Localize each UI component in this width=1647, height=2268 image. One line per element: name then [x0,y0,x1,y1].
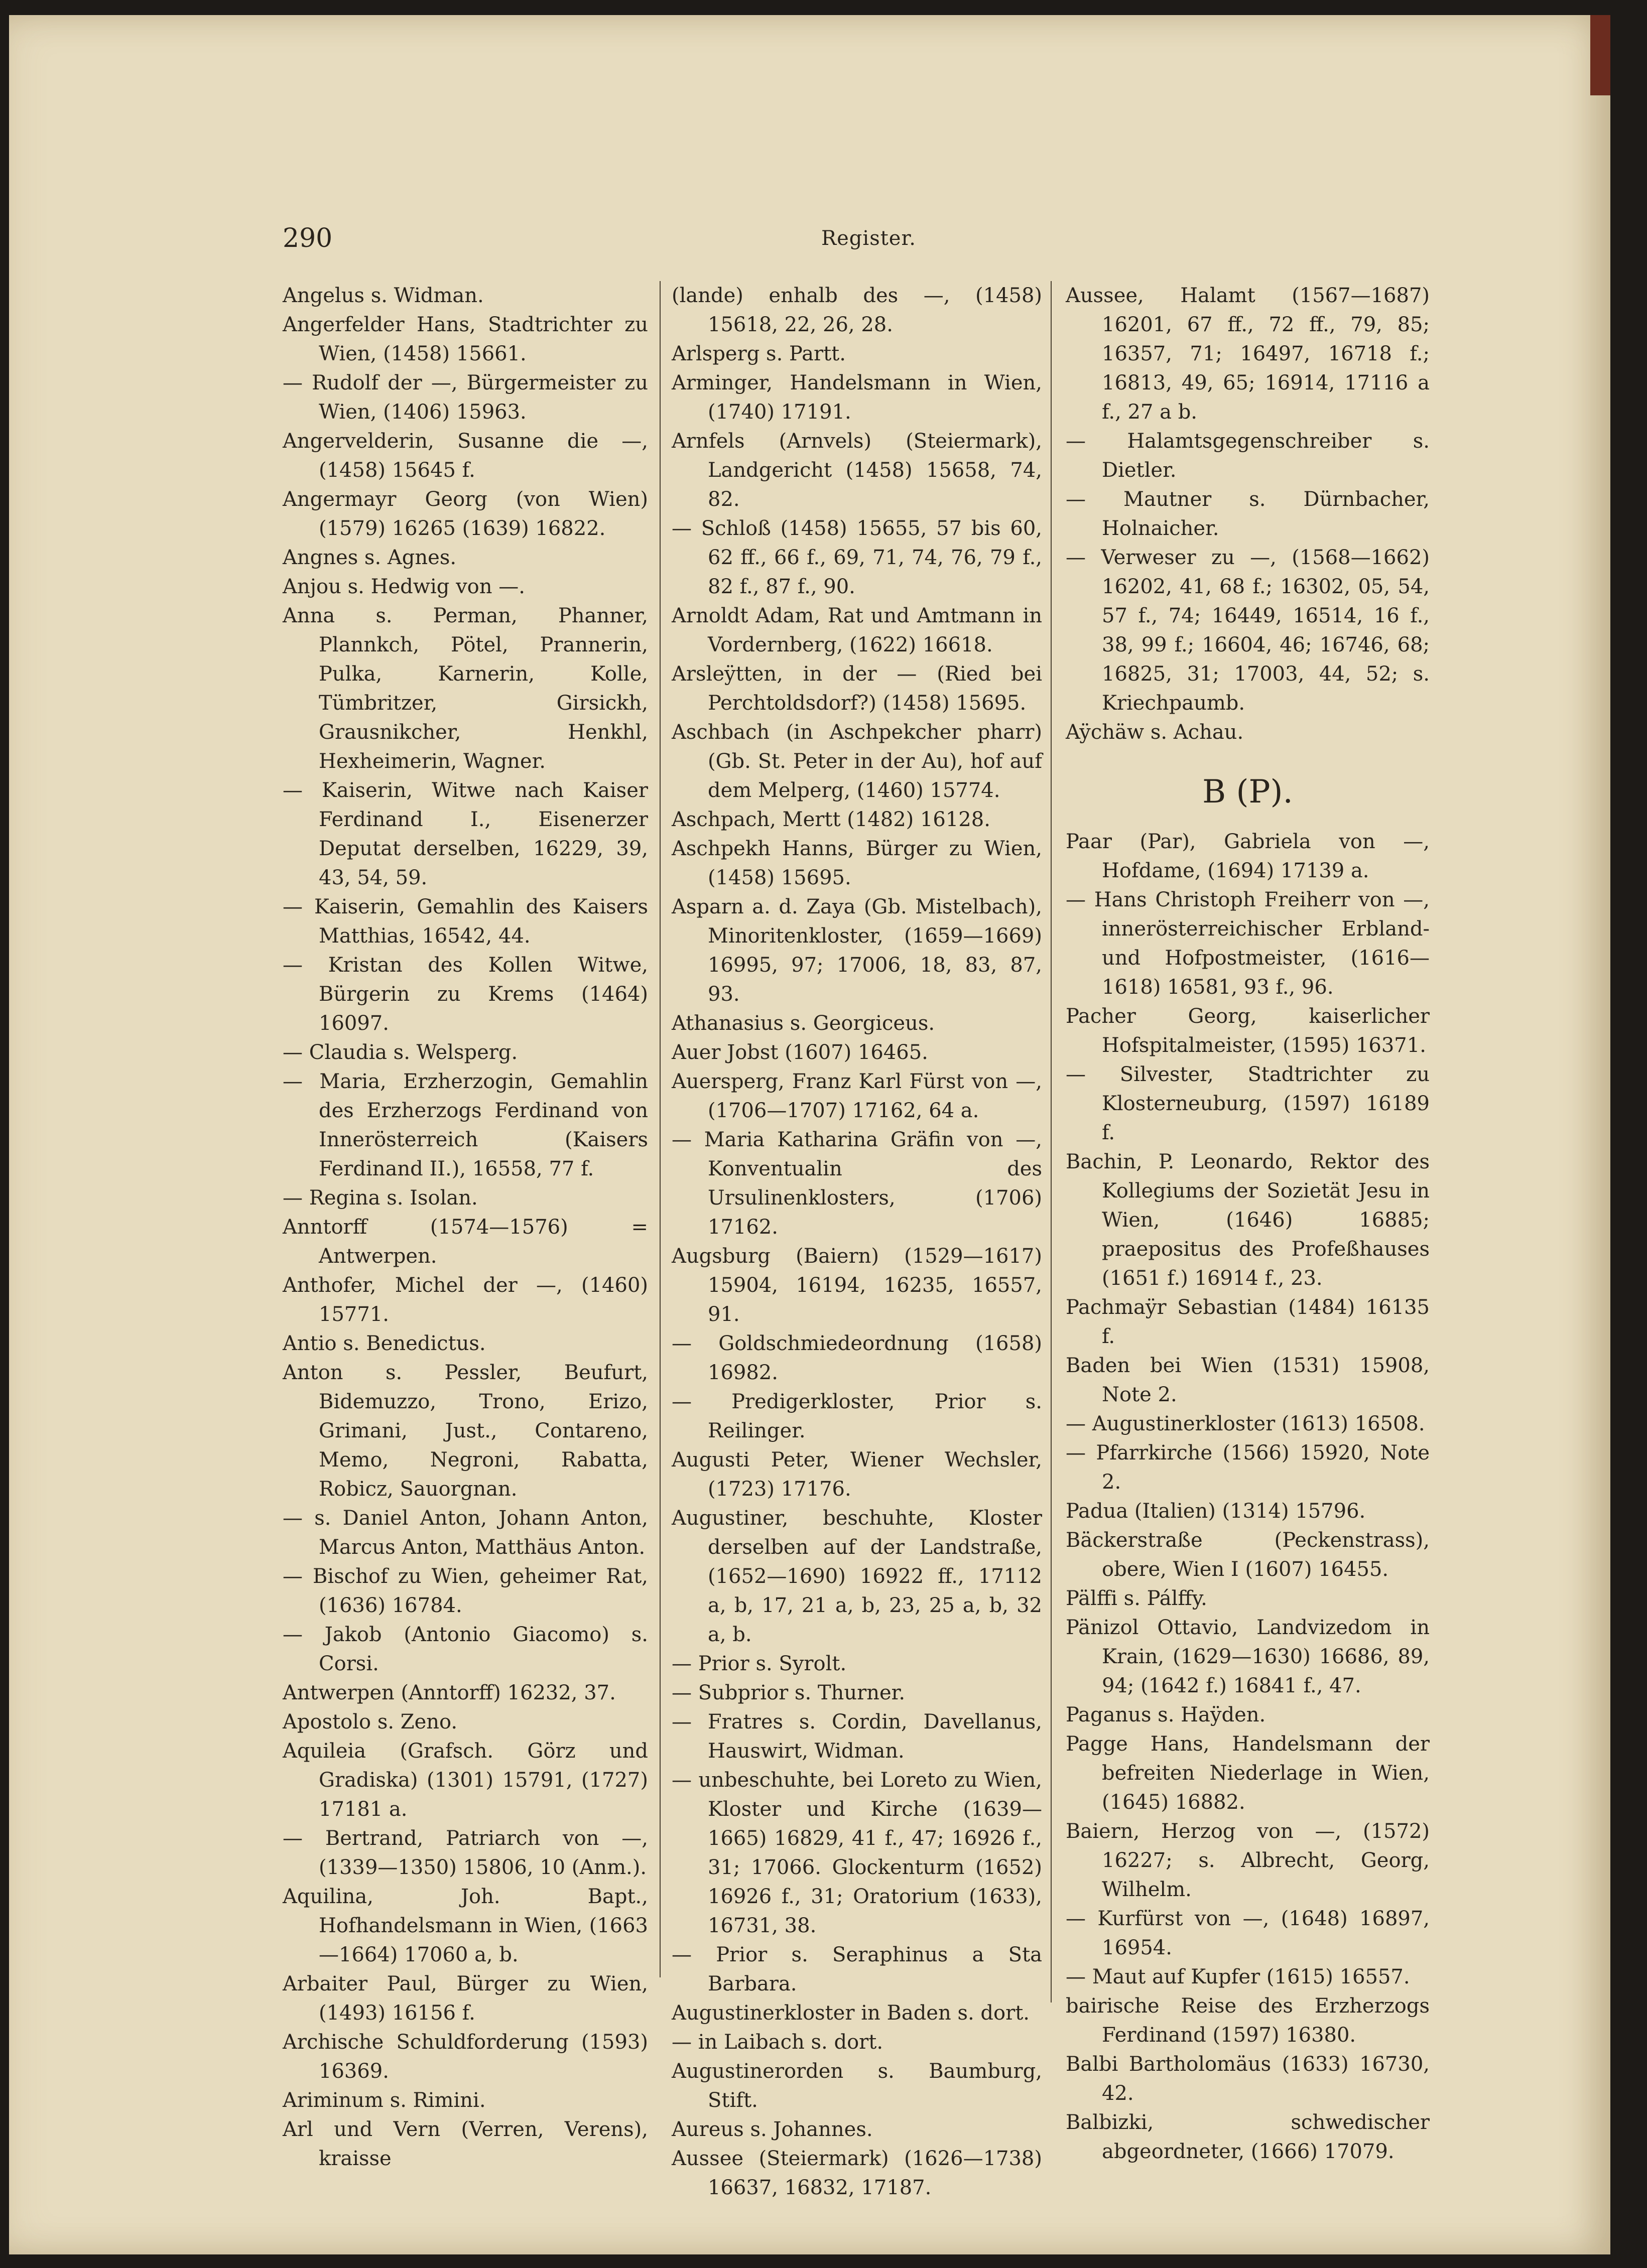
index-entry: Angervelderin, Susanne die —, (1458) 15645 f. [283,430,648,482]
index-entry: Augusti Peter, Wiener Wechsler, (1723) 17176. [672,1448,1042,1501]
index-entry: — Halamtsgegenschreiber s. Dietler. [1066,430,1430,482]
index-entry: Asparn a. d. Zaya (Gb. Mistelbach), Minoritenkloster, (1659—1669) 16995, 97; 17006, 18, 83, 87, 93. [672,895,1042,1006]
index-entry: Pachmaÿr Sebastian (1484) 16135 f. [1066,1296,1430,1348]
index-entry: Angerfelder Hans, Stadtrichter zu Wien, (1458) 15661. [283,313,648,365]
index-entry: Anjou s. Hedwig von —. [283,575,525,598]
index-entry: — Predigerkloster, Prior s. Reilinger. [672,1390,1042,1442]
index-entry: Paar (Par), Gabriela von —, Hofdame, (1694) 17139 a. [1066,830,1430,882]
index-entry: bairische Reise des Erzherzogs Ferdinand (1597) 16380. [1066,1994,1430,2047]
index-entry: — Fratres s. Cordin, Davellanus, Hauswirt, Widman. [672,1710,1042,1763]
index-column-1 [283,281,648,2173]
index-entry: Angnes s. Agnes. [283,546,457,569]
index-page [9,15,1610,2254]
index-entry: Auer Jobst (1607) 16465. [672,1041,928,1064]
index-entry: — Prior s. Seraphinus a Sta Barbara. [672,1943,1042,1995]
index-entry: Antwerpen (Anntorff) 16232, 37. [283,1681,616,1704]
index-entry: Bäckerstraße (Peckenstrass), obere, Wien I (1607) 16455. [1066,1529,1430,1581]
book-spine-edge [1590,15,1610,95]
index-entry: — Rudolf der —, Bürgermeister zu Wien, (1406) 15963. [283,371,648,424]
index-entry: — in Laibach s. dort. [672,2031,883,2054]
index-entry: Augustinerkloster in Baden s. dort. [672,2002,1030,2025]
index-entry: Anna s. Perman, Phanner, Plannkch, Pötel, Prannerin, Pulka, Karnerin, Kolle, Tümbritzer, Girsickh, Grausnikcher, Henkhl, Hexheimerin, Wagner. [283,604,648,773]
index-entry: — unbeschuhte, bei Loreto zu Wien, Kloster und Kirche (1639—1665) 16829, 41 f., 47; 16926 f., 31; 17066. Glockenturm (1652) 16926 f., 31; Oratorium (1633), 16731, 38. [672,1769,1042,1937]
index-entry: Padua (Italien) (1314) 15796. [1066,1500,1366,1523]
index-entry: Arminger, Handelsmann in Wien, (1740) 17191. [672,371,1042,424]
index-entry: — Bischof zu Wien, geheimer Rat, (1636) 16784. [283,1565,648,1617]
index-entry: — Jakob (Antonio Giacomo) s. Corsi. [283,1623,648,1675]
index-entry: — Maria, Erzherzogin, Gemahlin des Erzherzogs Ferdinand von Innerösterreich (Kaisers Ferdinand II.), 16558, 77 f. [283,1070,648,1180]
index-entry: Arnfels (Arnvels) (Steiermark), Landgericht (1458) 15658, 74, 82. [672,430,1042,511]
index-column-3 [1066,281,1430,2166]
index-column-2 [672,281,1042,2202]
index-entry: Ariminum s. Rimini. [283,2089,486,2112]
index-entry: Aussee, Halamt (1567—1687) 16201, 67 ff., 72 ff., 79, 85; 16357, 71; 16497, 16718 f.; 16813, 49, 65; 16914, 17116 a f., 27 a b. [1066,284,1430,424]
index-entry: — s. Daniel Anton, Johann Anton, Marcus Anton, Matthäus Anton. [283,1507,648,1559]
index-entry: Aÿchäw s. Achau. [1066,721,1244,744]
index-entry: Pälffi s. Pálffy. [1066,1587,1207,1610]
index-entry: — Mautner s. Dürnbacher, Holnaicher. [1066,488,1430,540]
index-entry: — Subprior s. Thurner. [672,1681,906,1704]
index-entry: Aschpach, Mertt (1482) 16128. [672,808,990,831]
index-entry: Baiern, Herzog von —, (1572) 16227; s. Albrecht, Georg, Wilhelm. [1066,1820,1430,1901]
index-entry: Arlsperg s. Partt. [672,342,846,365]
index-entry: — Kristan des Kollen Witwe, Bürgerin zu Krems (1464) 16097. [283,954,648,1035]
index-entry: — Claudia s. Welsperg. [283,1041,518,1064]
index-entry: Augustinerorden s. Baumburg, Stift. [672,2060,1042,2112]
index-entry: — Schloß (1458) 15655, 57 bis 60, 62 ff., 66 f., 69, 71, 74, 76, 79 f., 82 f., 87 f., 90. [672,517,1042,598]
index-entry: Balbi Bartholomäus (1633) 16730, 42. [1066,2053,1430,2105]
index-entry: — Kurfürst von —, (1648) 16897, 16954. [1066,1907,1430,1959]
index-entry: — Verweser zu —, (1568—1662) 16202, 41, 68 f.; 16302, 05, 54, 57 f., 74; 16449, 16514, 16 f., 38, 99 f.; 16604, 46; 16746, 68; 16825, 31; 17003, 44, 52; s. Kriechpaumb. [1066,546,1430,715]
index-entry: Anntorff (1574—1576) = Antwerpen. [283,1216,648,1268]
index-entry: — Regina s. Isolan. [283,1186,478,1210]
index-entry: — Maut auf Kupfer (1615) 16557. [1066,1965,1410,1988]
index-entry: Angelus s. Widman. [283,284,484,307]
index-entry: — Augustinerkloster (1613) 16508. [1066,1412,1425,1435]
index-entry: Angermayr Georg (von Wien) (1579) 16265 (1639) 16822. [283,488,648,540]
column-rule-2 [1051,281,1052,2003]
index-entry: Arnoldt Adam, Rat und Amtmann in Vordernberg, (1622) 16618. [672,604,1042,656]
index-entry: Arl und Vern (Verren, Verens), kraisse [283,2118,648,2170]
index-entry: Baden bei Wien (1531) 15908, Note 2. [1066,1354,1430,1406]
index-entry: Augustiner, beschuhte, Kloster derselben auf der Landstraße, (1652—1690) 16922 ff., 17112 a, b, 17, 21 a, b, 23, 25 a, b, 32 a, b. [672,1507,1042,1646]
index-entry: — Bertrand, Patriarch von —, (1339—1350) 15806, 10 (Anm.). [283,1827,648,1879]
section-heading-b: B (P). [1202,773,1293,811]
index-entry: Aschbach (in Aschpekcher pharr) (Gb. St. Peter in der Au), hof auf dem Melperg, (1460) 15774. [672,721,1042,802]
index-entry: Bachin, P. Leonardo, Rektor des Kollegiums der Sozietät Jesu in Wien, (1646) 16885; praepositus des Profeßhauses (1651 f.) 16914 f., 23. [1066,1150,1430,1290]
index-entry: Arsleÿtten, in der — (Ried bei Perchtoldsdorf?) (1458) 15695. [672,662,1042,715]
index-entry: Aussee (Steiermark) (1626—1738) 16637, 16832, 17187. [672,2147,1042,2199]
index-entry: Aquileia (Grafsch. Görz und Gradiska) (1301) 15791, (1727) 17181 a. [283,1740,648,1821]
index-entry: — Kaiserin, Witwe nach Kaiser Ferdinand I., Eisenerzer Deputat derselben, 16229, 39, 43, 54, 59. [283,779,648,889]
index-entry: (lande) enhalb des —, (1458) 15618, 22, 26, 28. [672,284,1042,336]
index-entry: Antio s. Benedictus. [283,1332,486,1355]
index-entry: Pagge Hans, Handelsmann der befreiten Niederlage in Wien, (1645) 16882. [1066,1732,1430,1814]
index-entry: Arbaiter Paul, Bürger zu Wien, (1493) 16156 f. [283,1972,648,2025]
index-entry: — Kaiserin, Gemahlin des Kaisers Matthias, 16542, 44. [283,895,648,948]
index-entry: Anthofer, Michel der —, (1460) 15771. [283,1274,648,1326]
index-entry: Paganus s. Haÿden. [1066,1703,1266,1726]
index-entry: Aquilina, Joh. Bapt., Hofhandelsmann in Wien, (1663—1664) 17060 a, b. [283,1885,648,1966]
index-entry: — Silvester, Stadtrichter zu Klosterneuburg, (1597) 16189 f. [1066,1063,1430,1144]
index-entry: Augsburg (Baiern) (1529—1617) 15904, 16194, 16235, 16557, 91. [672,1245,1042,1326]
index-entry: Aureus s. Johannes. [672,2118,873,2141]
index-entry: Athanasius s. Georgiceus. [672,1012,935,1035]
index-entry: Aschpekh Hanns, Bürger zu Wien, (1458) 15695. [672,837,1042,889]
index-entry: — Prior s. Syrolt. [672,1652,847,1675]
index-entry: Balbizki, schwedischer abgeordneter, (1666) 17079. [1066,2111,1430,2163]
column-rule-1 [660,281,661,1977]
index-entry: — Maria Katharina Gräfin von —, Konventualin des Ursulinenklosters, (1706) 17162. [672,1128,1042,1239]
index-entry: — Goldschmiedeordnung (1658) 16982. [672,1332,1042,1384]
running-head: Register. [821,227,916,250]
index-entry: Pänizol Ottavio, Landvizedom in Krain, (1629—1630) 16686, 89, 94; (1642 f.) 16841 f., 47. [1066,1616,1430,1697]
index-entry: Archische Schuldforderung (1593) 16369. [283,2031,648,2083]
index-entry: — Pfarrkirche (1566) 15920, Note 2. [1066,1441,1430,1494]
index-entry: — Hans Christoph Freiherr von —, innerösterreichischer Erbland- und Hofpostmeister, (1616—1618) 16581, 93 f., 96. [1066,888,1430,999]
page-number: 290 [283,223,333,253]
index-entry: Auersperg, Franz Karl Fürst von —, (1706—1707) 17162, 64 a. [672,1070,1042,1122]
index-entry: Anton s. Pessler, Beufurt, Bidemuzzo, Trono, Erizo, Grimani, Just., Contareno, Memo, Negroni, Rabatta, Robicz, Sauorgnan. [283,1361,648,1501]
index-entry: Apostolo s. Zeno. [283,1710,458,1733]
index-entry: Pacher Georg, kaiserlicher Hofspitalmeister, (1595) 16371. [1066,1005,1430,1057]
